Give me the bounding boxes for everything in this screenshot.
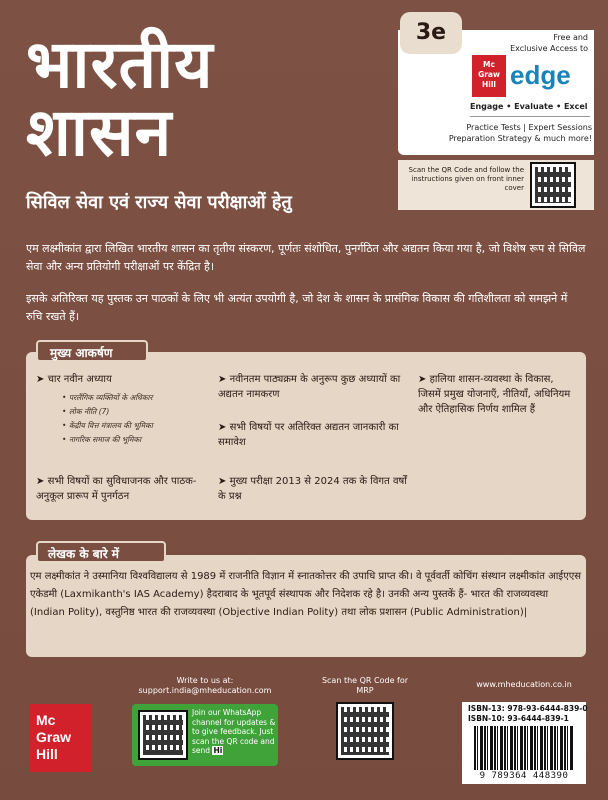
whatsapp-qr-code[interactable] (138, 710, 188, 760)
write-to-us (130, 676, 280, 696)
highlight-item-2: ➤ नवीनतम पाठ्यक्रम के अनुरूप कुछ अध्यायों का अद्यतन नामकरण (218, 372, 408, 402)
mcgraw-hill-logo-small: Mc Graw Hill (472, 55, 506, 97)
highlight-item-4: ➤ सभी विषयों पर अतिरिक्त अद्यतन जानकारी का समावेश (218, 420, 408, 450)
highlight-sub-1: • परलैंगिक व्यक्तियों के अधिकार (62, 392, 212, 404)
highlights-heading: मुख्य आकर्षण (36, 340, 148, 362)
features-line-2: Preparation Strategy & much more! (448, 134, 592, 143)
features-line-1: Practice Tests | Expert Sessions (466, 123, 592, 132)
highlight-sub-3: • केंद्रीय वित्त मंत्रालय की भूमिका (62, 420, 212, 432)
offer-features (410, 122, 592, 144)
highlight-sub-4: • नागरिक समाज की भूमिका (62, 434, 212, 446)
author-heading: लेखक के बारे में (36, 541, 166, 563)
barcode-number: 9 789364 448390 (479, 771, 569, 781)
mcgraw-hill-logo: Mc Graw Hill (30, 704, 92, 772)
highlight-item-1: ➤ चार नवीन अध्याय (36, 372, 206, 387)
whatsapp-text (192, 708, 276, 756)
title-line-1: भारतीय (26, 26, 214, 103)
edition-badge: 3e (400, 12, 462, 54)
subtitle: सिविल सेवा एवं राज्य सेवा परीक्षाओं हेतु (26, 192, 292, 213)
write-label: Write to us at: (176, 676, 234, 685)
whatsapp-message: Join our WhatsApp channel for updates & to give feedback. Just scan the QR code and send (192, 708, 276, 755)
barcode (474, 726, 574, 770)
divider (470, 116, 590, 117)
highlight-item-5: ➤ सभी विषयों का सुविधाजनक और पाठक- अनुकूल प्रारूप में पुनर्गठन (36, 474, 208, 504)
mrp-qr-code[interactable] (336, 702, 394, 760)
support-email[interactable]: support.india@mheducation.com (138, 686, 272, 695)
title-line-2: शासन (26, 94, 173, 171)
highlight-item-6: ➤ मुख्य परीक्षा 2013 से 2024 तक के विगत वर्षों के प्रश्न (218, 474, 408, 504)
intro-paragraph-1: एम लक्ष्मीकांत द्वारा लिखित भारतीय शासन का तृतीय संस्करण, पूर्णतः संशोधित, पुनर्गठित और अद्यतन किया गया है, जो विशेष रूप से सिविल सेवा और अन्य प्रतियोगी परीक्षाओं पर केंद्रित है। (26, 242, 586, 273)
qr-instructions: Scan the QR Code and follow the instructions given on front inner cover (408, 166, 524, 192)
highlight-item-3: ➤ हालिया शासन-व्यवस्था के विकास, जिसमें प्रमुख योजनाएँ, नीतियाँ, अधिनियम और ऐतिहासिक निर्णय शामिल हैं (418, 372, 578, 417)
edge-tagline: Engage • Evaluate • Excel (470, 102, 588, 111)
isbn-13: ISBN-13: 978-93-6444-839-0 (468, 704, 588, 713)
isbn-10: ISBN-10: 93-6444-839-1 (468, 714, 569, 723)
edge-logo: edge (510, 60, 571, 90)
edge-qr-code[interactable] (530, 162, 576, 208)
whatsapp-hi: Hi (213, 746, 223, 755)
highlight-sub-2: • लोक नीति (7) (62, 406, 212, 418)
intro-paragraph-2: इसके अतिरिक्त यह पुस्तक उन पाठकों के लिए भी अत्यंत उपयोगी है, जो देश के शासन के प्रासंगिक विकास की गतिशीलता को समझने में रुचि रखते हैं। (26, 292, 568, 323)
offer-line-2: Exclusive Access to (510, 44, 588, 53)
mrp-qr-label: Scan the QR Code for MRP (321, 676, 409, 695)
author-bio: एम लक्ष्मीकांत ने उस्मानिया विश्वविद्यालय से 1989 में राजनीति विज्ञान में स्नातकोत्तर की उपाधि प्राप्त की। वे पूर्ववर्ती कोचिंग संस्थान लक्ष्मीकांत आईएएस एकेडमी (Laxmikanth's IAS Academy) हैदराबाद के भूतपूर्व संस्थापक और निदेशक रहे है। उनकी अन्य पुस्तकें हैं- भारत की राजव्यवस्था (Indian Polity), वस्तुनिष्ठ भारत की राजव्यवस्था (Objective Indian Polity) तथा लोक प्रशासन (Public Administration)| (30, 571, 582, 618)
offer-line-1: Free and (553, 33, 588, 42)
offer-heading (470, 32, 588, 54)
website[interactable]: www.mheducation.co.in (476, 680, 572, 689)
